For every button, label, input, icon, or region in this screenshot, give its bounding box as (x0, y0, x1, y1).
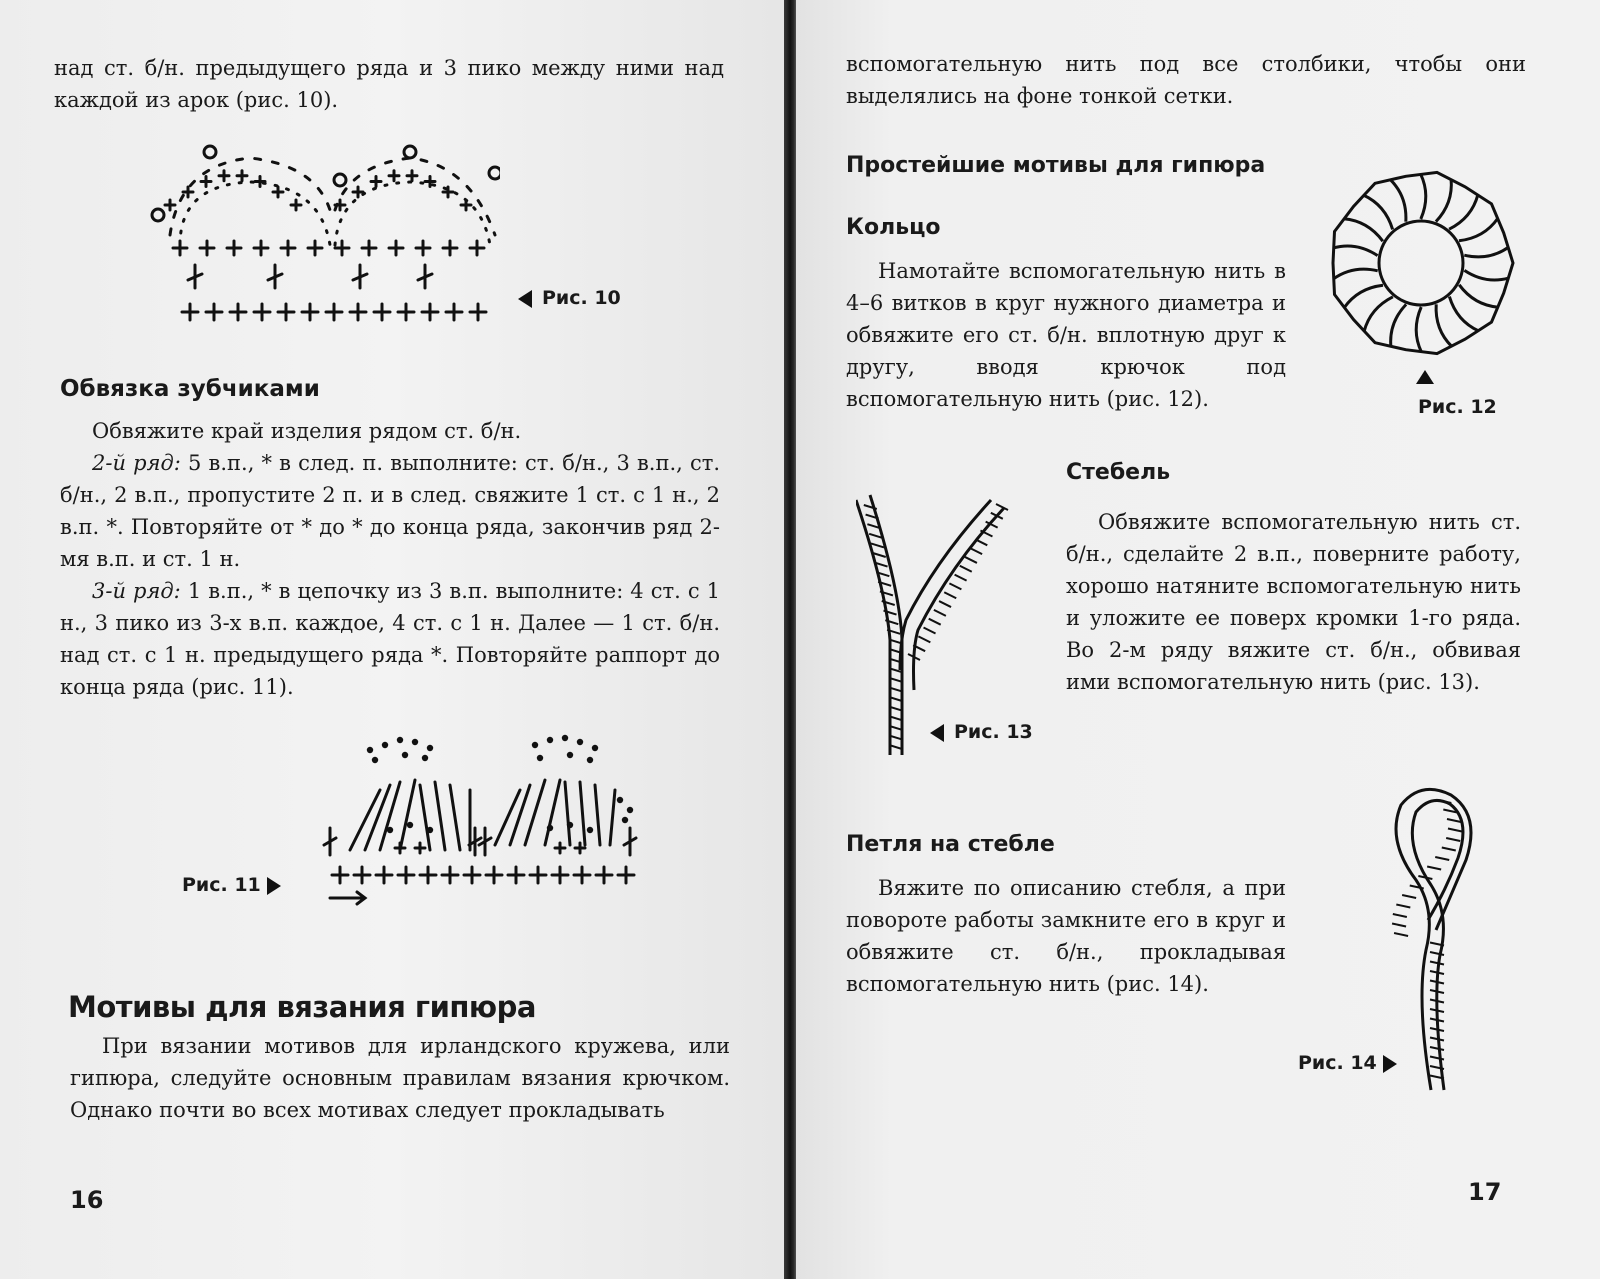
figure-13-caption-text: Рис. 13 (954, 721, 1033, 743)
section-heading-motifs: Простейшие мотивы для гипюра (846, 153, 1266, 178)
arrow-up-icon (1416, 370, 1434, 384)
stem-heading: Стебель (1066, 460, 1171, 485)
stem-text: Обвяжите вспомогательную нить ст. б/н., сделайте 2 в.п., поверните работу, хорошо натяните вспомогательную нить и уложите ее поверх кромки 1-го ряда. Во 2-м ряду вяжите ст. б/н., обвивая ими вспомогательную нить (рис. 13). (1066, 510, 1521, 694)
right-page (796, 0, 1600, 1279)
main-paragraph: При вязании мотивов для ирландского кружева, или гипюра, следуйте основным правилам вязания крючком. Однако почти во всех мотивах следует прокладывать (70, 1034, 730, 1122)
figure-11-caption-text: Рис. 11 (182, 874, 261, 896)
figure-10-caption (518, 287, 621, 309)
main-heading: Мотивы для вязания гипюра (68, 990, 536, 1024)
figure-13-stem (856, 490, 1016, 760)
ring-heading: Кольцо (846, 215, 941, 240)
arrow-right-icon (1383, 1055, 1397, 1073)
figure-10-chart (140, 140, 500, 330)
page-number-left: 16 (70, 1186, 104, 1214)
figure-11-chart (320, 730, 660, 910)
scallop-row-3 (60, 575, 720, 703)
arrow-right-icon (267, 877, 281, 895)
left-intro-text: над ст. б/н. предыдущего ряда и 3 пико между ними над каждой из арок (рис. 10). (54, 56, 724, 112)
row-3-label: 3-й ряд: (92, 579, 181, 603)
row-3-text: 1 в.п., * в цепочку из 3 в.п. выполните: 4 ст. с 1 н., 3 пико из 3-х в.п. каждое, 4 ст. с 1 н. Далее — 1 ст. б/н. над ст. с 1 н. предыдущего ряда *. Повторяйте раппорт до конца ряда (рис. 11). (60, 579, 720, 699)
figure-13-caption (930, 721, 1033, 743)
arrow-left-icon (930, 724, 944, 742)
ring-text: Намотайте вспомогательную нить в 4–6 витков в круг нужного диаметра и обвяжите его ст. б/н. вплотную друг к другу, вводя крючок под вспомогательную нить (рис. 12). (846, 259, 1286, 411)
row-2-label: 2-й ряд: (92, 451, 181, 475)
section-heading-scallop: Обвязка зубчиками (60, 376, 320, 402)
figure-11-caption (182, 874, 281, 896)
figure-14-caption (1298, 1052, 1397, 1074)
right-intro-text: вспомогательную нить под все столбики, чтобы они выделялись на фоне тонкой сетки. (846, 52, 1526, 108)
scallop-row-2 (60, 447, 720, 575)
figure-12-caption: Рис. 12 (1418, 396, 1497, 418)
arrow-left-icon (518, 290, 532, 308)
loop-text: Вяжите по описанию стебля, а при повороте работы замкните его в круг и обвяжите ст. б/н., прокладывая вспомогательную нить (рис. 14). (846, 876, 1286, 996)
figure-14-caption-text: Рис. 14 (1298, 1052, 1377, 1074)
row-2-text: 5 в.п., * в след. п. выполните: ст. б/н., 3 в.п., ст. б/н., 2 в.п., пропустите 2 п. и в след. свяжите 1 ст. с 1 н., 2 в.п. *. Повторяйте от * до * до конца ряда, закончив ряд 2-мя в.п. и ст. 1 н. (60, 451, 721, 571)
left-page (0, 0, 784, 1279)
loop-heading: Петля на стебле (846, 832, 1055, 857)
figure-12-ring (1326, 168, 1516, 358)
scallop-para-1: Обвяжите край изделия рядом ст. б/н. (92, 419, 522, 443)
page-number-right: 17 (1468, 1178, 1502, 1206)
figure-10-caption-text: Рис. 10 (542, 287, 621, 309)
